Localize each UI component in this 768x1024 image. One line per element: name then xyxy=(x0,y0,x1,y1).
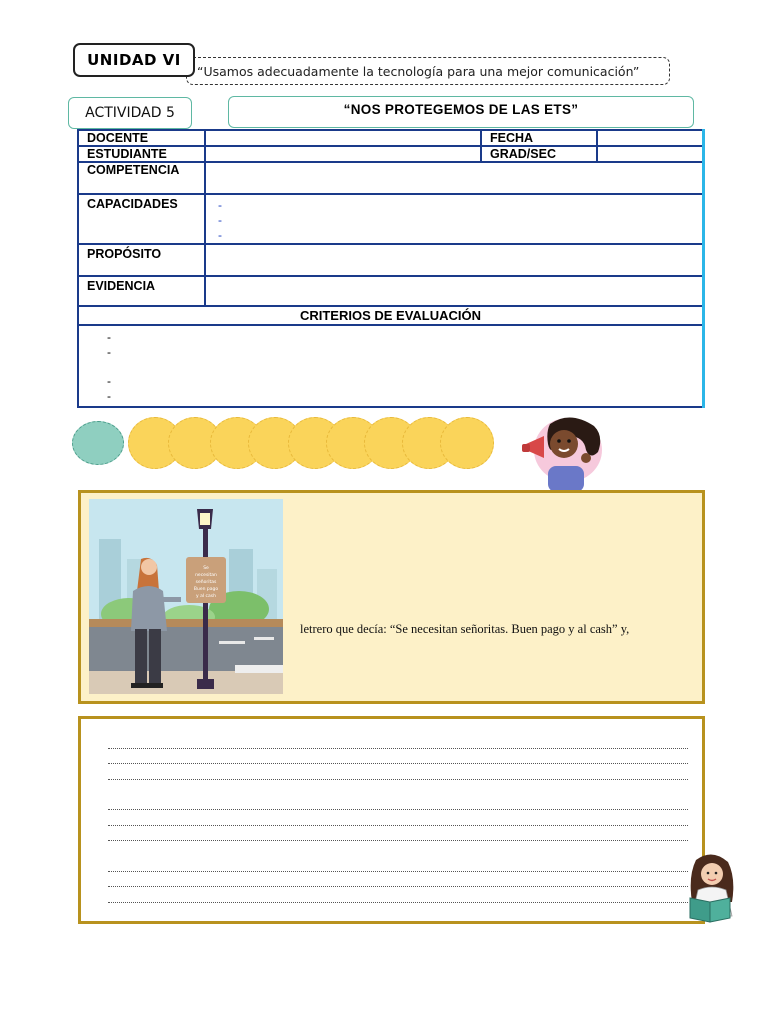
criterio-item: - xyxy=(107,330,111,344)
girl-megaphone-illustration xyxy=(520,414,612,492)
unidad-label: UNIDAD VI xyxy=(73,43,195,77)
story-paragraph: letrero que decía: “Se necesitan señoritas. Buen pago y al cash” y, xyxy=(300,622,630,636)
writing-line xyxy=(108,871,688,872)
info-table xyxy=(77,129,705,408)
yellow-circle-decoration xyxy=(440,417,494,469)
svg-text:Buen pago: Buen pago xyxy=(193,587,219,592)
proposito-field[interactable] xyxy=(205,244,704,276)
writing-line xyxy=(108,748,688,749)
fecha-label: FECHA xyxy=(481,130,597,146)
criterio-item: - xyxy=(107,374,111,388)
estudiante-label: ESTUDIANTE xyxy=(78,146,205,162)
gradsec-field[interactable] xyxy=(597,146,704,162)
svg-text:y al cash: y al cash xyxy=(196,594,216,599)
teal-circle-decoration xyxy=(72,421,124,465)
writing-line xyxy=(108,779,688,780)
competencia-field[interactable] xyxy=(205,162,704,194)
criterio-item: - xyxy=(107,345,111,359)
fecha-field[interactable] xyxy=(597,130,704,146)
capacidad-item: - xyxy=(218,213,222,227)
girl-reading-illustration xyxy=(686,854,740,924)
svg-text:necesitan: necesitan xyxy=(195,573,217,578)
svg-text:señoritas: señoritas xyxy=(195,580,217,585)
docente-field[interactable] xyxy=(205,130,481,146)
svg-text:Se: Se xyxy=(203,566,209,571)
writing-line xyxy=(108,763,688,764)
capacidad-item: - xyxy=(218,198,222,212)
evidencia-label: EVIDENCIA xyxy=(78,276,205,306)
lema-banner xyxy=(186,57,670,85)
competencia-label: COMPETENCIA xyxy=(78,162,205,194)
proposito-label: PROPÓSITO xyxy=(78,244,205,276)
lema-text: “Usamos adecuadamente la tecnología para una mejor comunicación” xyxy=(197,63,640,79)
criterios-field[interactable] xyxy=(78,325,704,407)
gradsec-label: GRAD/SEC xyxy=(481,146,597,162)
writing-line xyxy=(108,902,688,903)
activity-title: “NOS PROTEGEMOS DE LAS ETS” xyxy=(228,96,694,128)
criterios-header: CRITERIOS DE EVALUACIÓN xyxy=(78,306,704,325)
criterio-item: - xyxy=(107,389,111,403)
capacidades-field[interactable] xyxy=(205,194,704,244)
writing-line xyxy=(108,809,688,810)
evidencia-field[interactable] xyxy=(205,276,704,306)
actividad-label: ACTIVIDAD 5 xyxy=(68,97,192,129)
capacidad-item: - xyxy=(218,228,222,242)
estudiante-field[interactable] xyxy=(205,146,481,162)
writing-line xyxy=(108,825,688,826)
docente-label: DOCENTE xyxy=(78,130,205,146)
street-scene-illustration xyxy=(89,499,283,694)
capacidades-label: CAPACIDADES xyxy=(78,194,205,244)
writing-line xyxy=(108,840,688,841)
writing-line xyxy=(108,886,688,887)
